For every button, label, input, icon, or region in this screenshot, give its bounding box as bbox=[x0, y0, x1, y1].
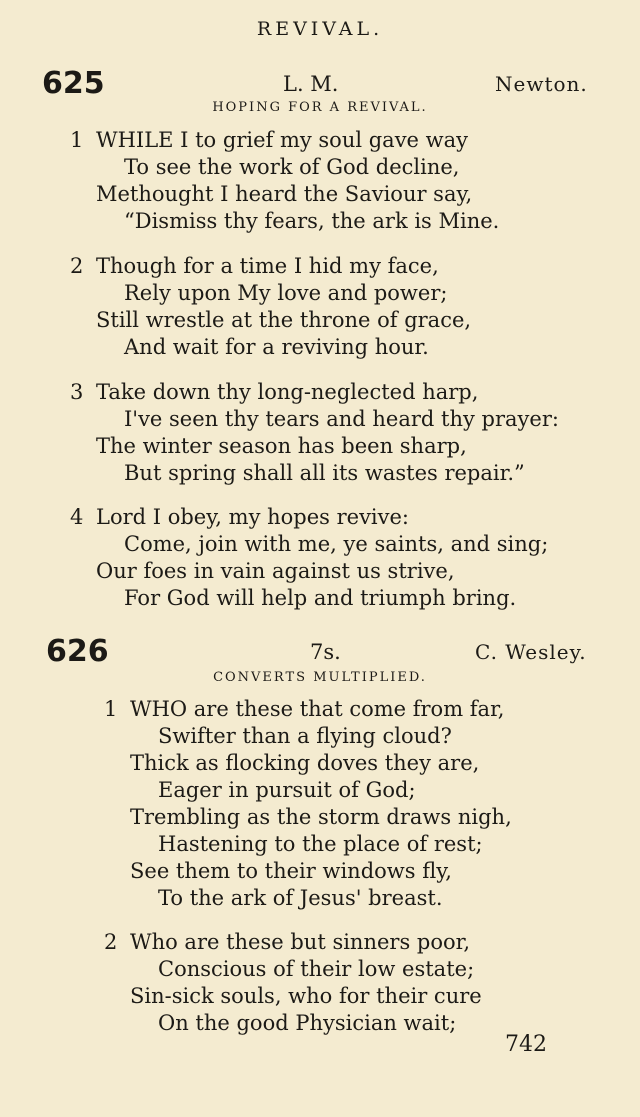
hymn-line: To see the work of God decline, bbox=[124, 155, 460, 179]
stanza-number: 1 bbox=[70, 128, 84, 152]
hymn-meter: L. M. bbox=[283, 72, 339, 96]
hymn-line: But spring shall all its wastes repair.” bbox=[124, 461, 525, 485]
hymn-line: “Dismiss thy fears, the ark is Mine. bbox=[124, 209, 500, 233]
hymn-line: Rely upon My love and power; bbox=[124, 281, 448, 305]
hymn-line: Though for a time I hid my face, bbox=[96, 254, 439, 278]
hymn-line: And wait for a reviving hour. bbox=[124, 335, 429, 359]
running-head: REVIVAL. bbox=[256, 18, 384, 40]
stanza-number: 1 bbox=[104, 697, 118, 721]
hymn-line: Who are these but sinners poor, bbox=[130, 930, 471, 954]
hymn-line: See them to their windows fly, bbox=[130, 859, 452, 883]
stanza-number: 4 bbox=[70, 505, 84, 529]
hymn-meter: 7s. bbox=[310, 640, 341, 664]
hymn-author: C. Wesley. bbox=[475, 640, 587, 664]
hymn-line: Eager in pursuit of God; bbox=[158, 778, 416, 802]
hymn-line: I've seen thy tears and heard thy prayer: bbox=[124, 407, 559, 431]
hymn-title: CONVERTS MULTIPLIED. bbox=[213, 670, 427, 685]
hymn-line: The winter season has been sharp, bbox=[96, 434, 467, 458]
hymn-line: Sin-sick souls, who for their cure bbox=[130, 984, 482, 1008]
hymn-line: WHILE I to grief my soul gave way bbox=[96, 128, 469, 152]
hymn-title: HOPING FOR A REVIVAL. bbox=[212, 100, 428, 115]
hymn-line: Thick as flocking doves they are, bbox=[130, 751, 480, 775]
hymn-line: Conscious of their low estate; bbox=[158, 957, 475, 981]
hymn-line: Our foes in vain against us strive, bbox=[96, 559, 455, 583]
hymn-line: To the ark of Jesus' breast. bbox=[158, 886, 443, 910]
hymn-line: WHO are these that come from far, bbox=[130, 697, 505, 721]
hymn-line: Still wrestle at the throne of grace, bbox=[96, 308, 472, 332]
hymn-line: Take down thy long-neglected harp, bbox=[96, 380, 479, 404]
page-number: 742 bbox=[505, 1032, 547, 1057]
hymn-line: Lord I obey, my hopes revive: bbox=[96, 505, 410, 529]
hymn-line: Come, join with me, ye saints, and sing; bbox=[124, 532, 549, 556]
hymn-626-header bbox=[0, 632, 640, 672]
hymn-number: 626 bbox=[46, 634, 109, 669]
hymn-line: Methought I heard the Saviour say, bbox=[96, 182, 473, 206]
stanza-number: 2 bbox=[70, 254, 84, 278]
hymn-line: Swifter than a flying cloud? bbox=[158, 724, 452, 748]
hymn-625-header bbox=[0, 64, 640, 104]
stanza-number: 3 bbox=[70, 380, 84, 404]
hymn-author: Newton. bbox=[495, 72, 588, 96]
hymn-line: Trembling as the storm draws nigh, bbox=[130, 805, 512, 829]
stanza-number: 2 bbox=[104, 930, 118, 954]
hymn-line: Hastening to the place of rest; bbox=[158, 832, 483, 856]
hymn-line: For God will help and triumph bring. bbox=[124, 586, 517, 610]
hymn-line: On the good Physician wait; bbox=[158, 1011, 457, 1035]
hymn-number: 625 bbox=[42, 66, 105, 101]
